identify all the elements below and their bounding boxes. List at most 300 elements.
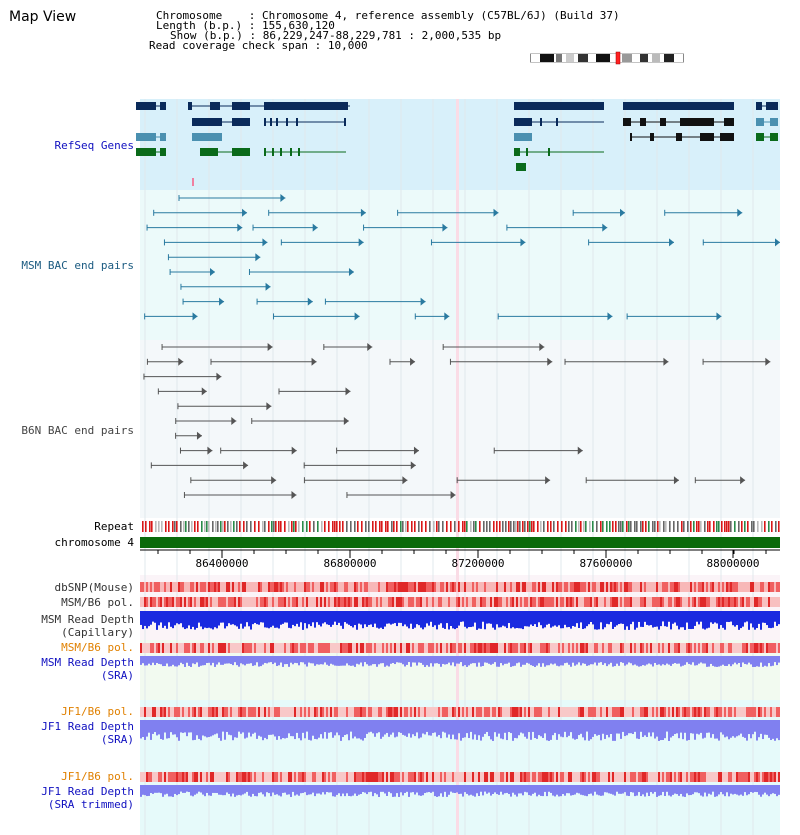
jf1-b6-pol-2-cell (766, 772, 768, 782)
jf1-depth-sra-bar (522, 720, 524, 733)
msm-depth-capillary-bar (278, 611, 280, 628)
jf1-b6-pol-cell (652, 707, 654, 717)
jf1-b6-pol-cell (498, 707, 500, 717)
msm-b6-pol-2-cell (686, 643, 688, 653)
msm-depth-sra-bar (430, 656, 432, 663)
msm-b6-pol-cell (728, 597, 730, 607)
repeat-mark (224, 521, 226, 532)
jf1-depth-trim-bar (492, 785, 494, 794)
jf1-depth-trim-bar (172, 785, 174, 797)
jf1-depth-sra-bar (354, 720, 356, 737)
msm-depth-capillary-bar (342, 611, 344, 629)
dbsnp-cell (674, 582, 676, 592)
msm-depth-sra-sub: (SRA) (100, 669, 134, 682)
msm-b6-pol-cell (294, 597, 296, 607)
chromosome-label[interactable]: chromosome 4 (54, 536, 134, 549)
jf1-depth-trim-bar (230, 785, 232, 796)
msm-b6-pol-cell (194, 597, 196, 607)
msm-depth-sra-bar (614, 656, 616, 666)
jf1-depth-trim-bar (438, 785, 440, 796)
repeat-mark (515, 521, 517, 532)
msm-depth-capillary-bar (470, 611, 472, 627)
jf1-depth-sra-bar (208, 720, 210, 737)
repeat-mark (753, 521, 755, 532)
msm-depth-sra-bar (722, 656, 724, 665)
jf1-depth-trim-label[interactable]: JF1 Read Depth (41, 785, 134, 798)
jf1-b6-pol-2-label[interactable]: JF1/B6 pol. (61, 770, 134, 783)
jf1-b6-pol-2-cell (192, 772, 194, 782)
jf1-b6-pol-cell (168, 707, 170, 717)
msm-depth-capillary-bar (238, 611, 240, 629)
gene-exon (264, 102, 348, 110)
msm-b6-pol-2-cell (150, 643, 152, 653)
jf1-depth-sra-bar (520, 720, 522, 733)
msm-depth-sra-bar (436, 656, 438, 663)
msm-b6-pol-2-cell (302, 643, 304, 653)
jf1-depth-trim-bar (182, 785, 184, 793)
jf1-depth-trim-bar (186, 785, 188, 792)
jf1-depth-sra-bar (190, 720, 192, 732)
repeat-mark (258, 521, 260, 532)
jf1-depth-sra-bar (236, 720, 238, 738)
msm-b6-pol-2-cell (222, 643, 224, 653)
gene-exon (192, 118, 222, 126)
jf1-b6-pol-2-cell (314, 772, 316, 782)
jf1-depth-sra-bar (412, 720, 414, 734)
repeat-mark (533, 521, 535, 532)
jf1-depth-trim-bar (710, 785, 712, 795)
jf1-b6-pol-2-cell (312, 772, 314, 782)
jf1-b6-pol-2-cell (402, 772, 404, 782)
jf1-depth-trim-bar (560, 785, 562, 796)
jf1-b6-pol-cell (200, 707, 202, 717)
gene-exon (344, 118, 346, 126)
jf1-b6-pol-cell (472, 707, 474, 717)
msm-depth-capillary-bar (604, 611, 606, 627)
msm-depth-sra-bar (674, 656, 676, 663)
dbsnp-cell (414, 582, 416, 592)
repeat-mark (657, 521, 659, 532)
repeat-mark (149, 521, 151, 532)
msm-depth-sra-bar (254, 656, 256, 665)
ideogram-position-marker[interactable] (616, 52, 620, 64)
jf1-depth-trim-bar (700, 785, 702, 796)
msm-depth-sra-bar (426, 656, 428, 665)
dbsnp-cell (544, 582, 546, 592)
dbsnp-cell (522, 582, 524, 592)
b6n-bac-label[interactable]: B6N BAC end pairs (21, 424, 134, 437)
repeat-mark (575, 521, 577, 532)
msm-depth-capillary-bar (194, 611, 196, 630)
msm-depth-sra-bar (464, 656, 466, 665)
msm-b6-pol-cell (350, 597, 352, 607)
jf1-depth-trim-bar (246, 785, 248, 792)
msm-b6-pol-2-cell (694, 643, 696, 653)
jf1-depth-sra-bar (242, 720, 244, 732)
repeat-mark (665, 521, 667, 532)
dbsnp-cell (610, 582, 612, 592)
ideogram-bands (540, 54, 674, 62)
jf1-depth-sra-bar (386, 720, 388, 733)
dbsnp-cell (218, 582, 220, 592)
msm-depth-capillary-bar (422, 611, 424, 629)
msm-b6-pol-cell (390, 597, 392, 607)
jf1-depth-trim-bar (394, 785, 396, 797)
msm-depth-capillary-bar (568, 611, 570, 627)
jf1-depth-trim-bar (778, 785, 780, 795)
jf1-b6-pol-2-cell (478, 772, 480, 782)
chromosome-bar[interactable] (140, 537, 780, 548)
gene-exon (296, 118, 298, 126)
jf1-depth-sra-bar (308, 720, 310, 740)
repeat-mark (718, 521, 720, 532)
jf1-depth-sra-bar (380, 720, 382, 739)
msm-depth-sra-bar (278, 656, 280, 665)
msm-b6-pol-2-label[interactable]: MSM/B6 pol. (61, 641, 134, 654)
msm-depth-capillary-bar (522, 611, 524, 629)
msm-depth-capillary-bar (632, 611, 634, 622)
repeat-mark (264, 521, 266, 532)
msm-depth-sra-bar (634, 656, 636, 665)
msm-b6-pol-cell (176, 597, 178, 607)
msm-depth-capillary-bar (452, 611, 454, 628)
refseq-label[interactable]: RefSeq Genes (54, 139, 134, 152)
repeat-mark (183, 521, 185, 532)
jf1-depth-trim-bar (678, 785, 680, 796)
jf1-b6-pol-cell (192, 707, 194, 717)
ideogram-band (540, 54, 554, 62)
jf1-depth-trim-bar (532, 785, 534, 794)
msm-depth-capillary-label[interactable]: MSM Read Depth (41, 613, 134, 626)
msm-depth-sra-bar (232, 656, 234, 665)
jf1-depth-sra-bar (762, 720, 764, 739)
msm-b6-pol-2-cell (524, 643, 526, 653)
msm-depth-sra-bar (414, 656, 416, 663)
dbsnp-cell (678, 582, 680, 592)
jf1-depth-sra-bar (720, 720, 722, 732)
jf1-depth-trim-bar (490, 785, 492, 796)
msm-depth-sra-bar (482, 656, 484, 666)
msm-depth-capillary-bar (476, 611, 478, 630)
msm-b6-pol-2-cell (304, 643, 306, 653)
msm-depth-sra-bar (490, 656, 492, 665)
msm-depth-sra-bar (342, 656, 344, 666)
msm-depth-sra-bar (196, 656, 198, 662)
msm-b6-pol-cell (546, 597, 548, 607)
jf1-depth-trim-bar (426, 785, 428, 792)
jf1-b6-pol-2-cell (420, 772, 422, 782)
jf1-b6-pol-cell (322, 707, 324, 717)
msm-b6-pol-2-cell (390, 643, 392, 653)
gene-exon (264, 148, 266, 156)
jf1-depth-trim-bar (264, 785, 266, 797)
repeat-mark (354, 521, 356, 532)
dbsnp-label[interactable]: dbSNP(Mouse) (54, 581, 134, 594)
jf1-b6-pol-2-cell (528, 772, 530, 782)
jf1-depth-trim-bar (372, 785, 374, 796)
msm-depth-capillary-bar (530, 611, 532, 625)
jf1-depth-trim-bar (300, 785, 302, 793)
msm-depth-capillary-bar (140, 611, 142, 625)
repeat-mark (704, 521, 706, 532)
msm-depth-capillary-bar (172, 611, 174, 628)
msm-depth-capillary-bar (444, 611, 446, 629)
jf1-depth-sra-bar (368, 720, 370, 732)
jf1-b6-pol-2-cell (490, 772, 492, 782)
msm-depth-capillary-bar (608, 611, 610, 624)
msm-depth-sra-bar (384, 656, 386, 667)
msm-b6-pol-cell (364, 597, 366, 607)
repeat-mark (194, 521, 196, 532)
msm-depth-capillary-bar (188, 611, 190, 625)
repeat-label[interactable]: Repeat (94, 520, 134, 533)
show-value: 86,229,247-88,229,781 : 2,000,535 bp (262, 29, 502, 42)
msm-depth-capillary-bar (618, 611, 620, 624)
dbsnp-cell (556, 582, 558, 592)
dbsnp-cell (624, 582, 626, 592)
msm-bac-label[interactable]: MSM BAC end pairs (21, 259, 134, 272)
jf1-depth-trim-bar (566, 785, 568, 793)
jf1-depth-trim-bar (642, 785, 644, 794)
jf1-depth-trim-bar (336, 785, 338, 795)
dbsnp-cell (732, 582, 734, 592)
msm-depth-capillary-bar (304, 611, 306, 623)
jf1-depth-trim-bar (370, 785, 372, 792)
msm-depth-sra-bar (562, 656, 564, 665)
msm-depth-capillary-bar (298, 611, 300, 627)
dbsnp-cell (458, 582, 460, 592)
jf1-depth-sra-bar (248, 720, 250, 733)
msm-b6-pol-2-cell (350, 643, 352, 653)
jf1-depth-sra-bar (440, 720, 442, 738)
repeat-mark (391, 521, 393, 532)
msm-depth-sra-bar (170, 656, 172, 666)
msm-b6-pol-2-cell (320, 643, 322, 653)
jf1-b6-pol-2-cell (244, 772, 246, 782)
jf1-depth-trim-bar (504, 785, 506, 793)
msm-depth-capillary-bar (374, 611, 376, 624)
msm-b6-pol-label[interactable]: MSM/B6 pol. (61, 596, 134, 609)
msm-depth-capillary-bar (718, 611, 720, 629)
msm-depth-capillary-bar (548, 611, 550, 624)
jf1-depth-sra-bar (392, 720, 394, 733)
jf1-b6-pol-2-cell (228, 772, 230, 782)
msm-b6-pol-cell (660, 597, 662, 607)
msm-depth-sra-bar (590, 656, 592, 664)
jf1-depth-sra-bar (650, 720, 652, 736)
msm-b6-pol-cell (760, 597, 762, 607)
msm-depth-capillary-bar (474, 611, 476, 623)
jf1-depth-sra-bar (244, 720, 246, 739)
gene-exon (724, 118, 734, 126)
msm-b6-pol-2-cell (368, 643, 370, 653)
msm-depth-sra-bar (618, 656, 620, 666)
repeat-mark (407, 521, 409, 532)
msm-depth-sra-bar (516, 656, 518, 663)
jf1-depth-sra-bar (166, 720, 168, 739)
msm-depth-capillary-bar (264, 611, 266, 627)
jf1-b6-pol-2-cell (756, 772, 758, 782)
jf1-b6-pol-cell (644, 707, 646, 717)
msm-depth-capillary-bar (200, 611, 202, 626)
msm-depth-capillary-bar (232, 611, 234, 624)
jf1-b6-pol-2-cell (758, 772, 760, 782)
msm-b6-pol-cell (288, 597, 290, 607)
jf1-depth-sra-bar (406, 720, 408, 737)
dbsnp-cell (398, 582, 400, 592)
repeat-mark (142, 521, 144, 532)
jf1-b6-pol-label[interactable]: JF1/B6 pol. (61, 705, 134, 718)
repeat-mark (254, 521, 256, 532)
msm-depth-capillary-bar (438, 611, 440, 625)
msm-depth-sra-bar (736, 656, 738, 664)
jf1-b6-pol-cell (536, 707, 538, 717)
repeat-mark (400, 521, 402, 532)
gene-exon (700, 133, 714, 141)
repeat-mark (677, 521, 679, 532)
msm-depth-capillary-bar (242, 611, 244, 629)
msm-b6-pol-cell (292, 597, 294, 607)
jf1-depth-trim-bar (520, 785, 522, 793)
jf1-depth-sra-bar (174, 720, 176, 734)
jf1-depth-sra-bar (230, 720, 232, 735)
jf1-depth-trim-bar (648, 785, 650, 796)
jf1-b6-pol-cell (164, 707, 166, 717)
msm-depth-sra-bar (218, 656, 220, 662)
jf1-b6-pol-2-cell (378, 772, 380, 782)
msm-b6-pol-2-cell (676, 643, 678, 653)
msm-b6-pol-cell (484, 597, 486, 607)
gene-exon (514, 133, 532, 141)
msm-depth-sra-bar (352, 656, 354, 666)
msm-depth-capillary-bar (716, 611, 718, 623)
jf1-depth-sra-bar (748, 720, 750, 734)
dbsnp-cell (308, 582, 310, 592)
msm-b6-pol-2-cell (702, 643, 704, 653)
jf1-depth-trim-bar (452, 785, 454, 793)
msm-depth-capillary-bar (170, 611, 172, 627)
jf1-depth-trim-bar (242, 785, 244, 794)
dbsnp-cell (710, 582, 712, 592)
jf1-b6-pol-2-cell (272, 772, 274, 782)
msm-depth-capillary-bar (574, 611, 576, 627)
msm-depth-sra-bar (610, 656, 612, 663)
msm-depth-sra-bar (398, 656, 400, 663)
jf1-depth-trim-bar (574, 785, 576, 795)
msm-depth-sra-label[interactable]: MSM Read Depth (41, 656, 134, 669)
msm-depth-sra-bar (568, 656, 570, 665)
msm-b6-pol-cell (264, 597, 266, 607)
dbsnp-cell (594, 582, 596, 592)
msm-depth-capillary-bar (606, 611, 608, 624)
msm-depth-capillary-bar (756, 611, 758, 628)
msm-depth-sra-bar (298, 656, 300, 665)
jf1-depth-trim-bar (606, 785, 608, 792)
repeat-mark (761, 521, 763, 532)
msm-depth-capillary-bar (154, 611, 156, 623)
dbsnp-cell (282, 582, 284, 592)
jf1-depth-sra-bar (422, 720, 424, 733)
msm-depth-sra-bar (198, 656, 200, 667)
msm-depth-sra-bar (276, 656, 278, 666)
jf1-b6-pol-2-cell (582, 772, 584, 782)
jf1-depth-sra-bar (540, 720, 542, 736)
jf1-depth-trim-bar (442, 785, 444, 797)
jf1-b6-pol-cell (730, 707, 732, 717)
msm-depth-sra-bar (214, 656, 216, 667)
jf1-depth-sra-bar (382, 720, 384, 737)
msm-b6-pol-2-cell (492, 643, 494, 653)
repeat-mark (571, 521, 573, 532)
msm-b6-pol-cell (678, 597, 680, 607)
jf1-b6-pol-cell (622, 707, 624, 717)
jf1-depth-trim-bar (446, 785, 448, 797)
msm-depth-sra-bar (730, 656, 732, 666)
jf1-depth-sra-bar (260, 720, 262, 737)
msm-depth-capillary-bar (228, 611, 230, 623)
jf1-depth-sra-bar (278, 720, 280, 736)
msm-depth-sra-bar (304, 656, 306, 664)
msm-b6-pol-2-cell (322, 643, 324, 653)
jf1-depth-trim-bar (226, 785, 228, 792)
jf1-depth-sra-bar (764, 720, 766, 735)
jf1-depth-sra-label[interactable]: JF1 Read Depth (41, 720, 134, 733)
jf1-depth-sra-bar (168, 720, 170, 738)
jf1-b6-pol-2-cell (364, 772, 366, 782)
repeat-mark (751, 521, 753, 532)
tick-label-3: 87600000 (579, 557, 633, 570)
msm-depth-capillary-bar (260, 611, 262, 622)
jf1-b6-pol-2-cell (596, 772, 598, 782)
jf1-depth-sra-bar (746, 720, 748, 741)
jf1-b6-pol-2-cell (534, 772, 536, 782)
msm-depth-capillary-bar (754, 611, 756, 630)
chromosome-ideogram[interactable] (530, 52, 684, 64)
jf1-b6-pol-cell (362, 707, 364, 717)
jf1-depth-trim-bar (236, 785, 238, 795)
msm-depth-capillary-bar (292, 611, 294, 625)
jf1-b6-pol-cell (480, 707, 482, 717)
dbsnp-cell (752, 582, 754, 592)
msm-depth-capillary-bar (570, 611, 572, 629)
msm-depth-capillary-bar (296, 611, 298, 624)
repeat-mark (464, 521, 466, 532)
repeat-mark (350, 521, 352, 532)
msm-depth-sra-bar (560, 656, 562, 665)
msm-b6-pol-cell (644, 597, 646, 607)
jf1-b6-pol-2-cell (398, 772, 400, 782)
repeat-mark (188, 521, 190, 532)
jf1-depth-trim-bar (334, 785, 336, 797)
repeat-mark (239, 521, 241, 532)
gene-exon (514, 102, 604, 110)
jf1-b6-pol-2-cell (356, 772, 358, 782)
jf1-depth-trim-bar (440, 785, 442, 793)
jf1-depth-sra-bar (612, 720, 614, 741)
msm-depth-capillary-bar (162, 611, 164, 628)
jf1-depth-sra-bar (250, 720, 252, 736)
dbsnp-cell (356, 582, 358, 592)
msm-b6-pol-cell (432, 597, 434, 607)
dbsnp-cell (576, 582, 578, 592)
jf1-depth-sra-bar (654, 720, 656, 739)
dbsnp-cell (394, 582, 396, 592)
jf1-b6-pol-2-cell (526, 772, 528, 782)
dbsnp-cell (270, 582, 272, 592)
dbsnp-cell (538, 582, 540, 592)
msm-depth-capillary-bar (196, 611, 198, 628)
jf1-depth-sra-bar (296, 720, 298, 733)
